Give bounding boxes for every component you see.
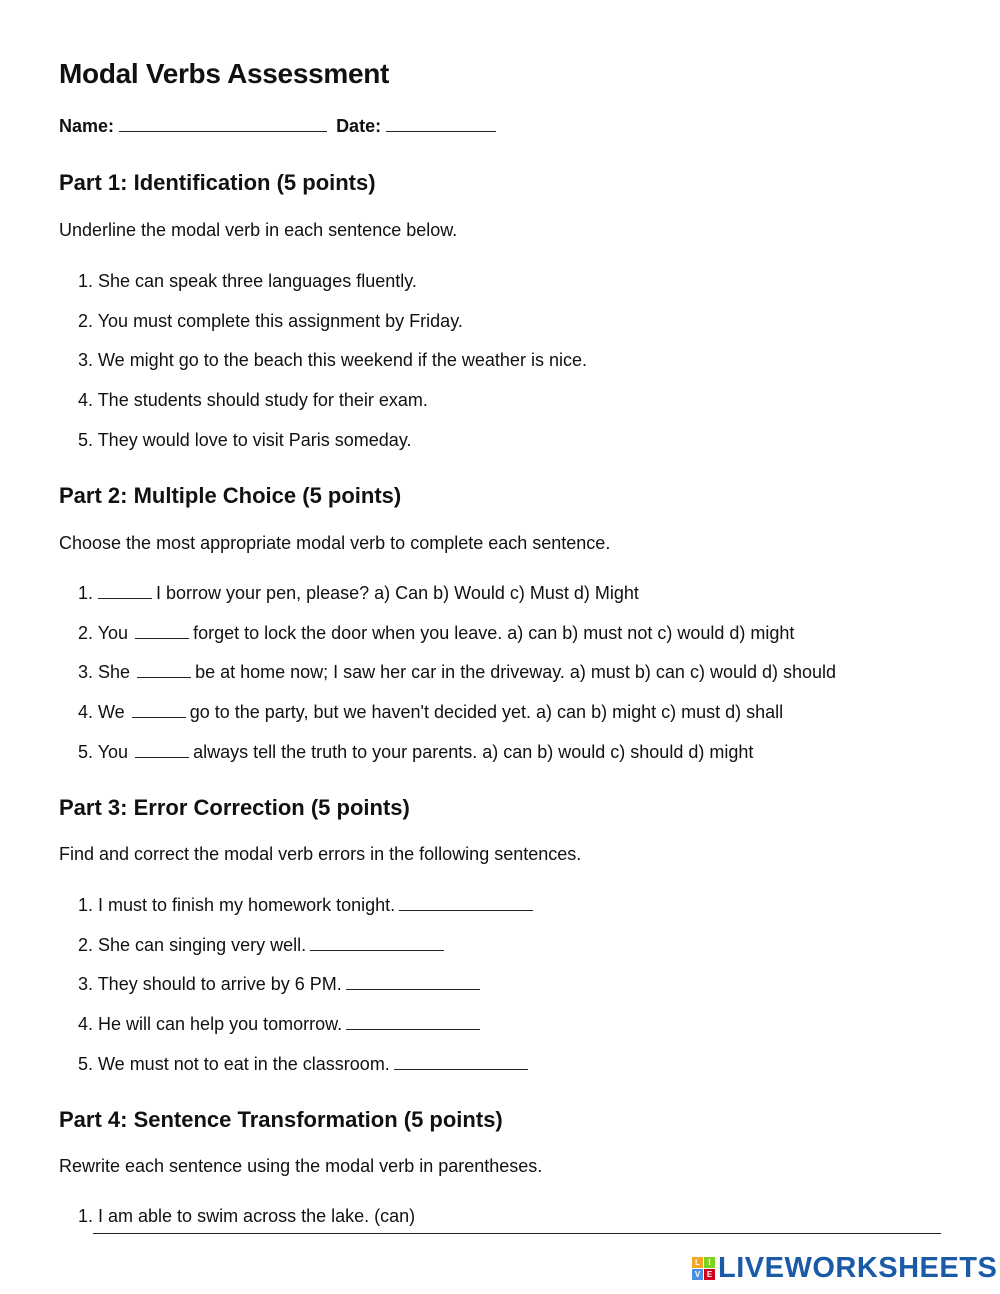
logo-text: LIVEWORKSHEETS bbox=[718, 1251, 998, 1284]
part4-instruction: Rewrite each sentence using the modal verb in parentheses. bbox=[59, 1156, 543, 1176]
part3-list bbox=[59, 893, 533, 1091]
list-item: 5. They would love to visit Paris someday. bbox=[77, 429, 412, 450]
list-item: 4. He will can help you tomorrow. bbox=[59, 1012, 533, 1052]
name-label: Name: bbox=[59, 116, 115, 136]
list-item: 2. You must complete this assignment by Friday. bbox=[77, 310, 463, 331]
list-item: 3. We might go to the beach this weekend if the weather is nice. bbox=[77, 350, 587, 371]
list-item: 1. I must to finish my homework tonight. bbox=[59, 893, 533, 933]
name-field[interactable] bbox=[119, 131, 327, 132]
part3-heading: Part 3: Error Correction (5 points) bbox=[59, 795, 410, 820]
list-item: 3. They should to arrive by 6 PM. bbox=[59, 972, 533, 1012]
page-title: Modal Verbs Assessment bbox=[59, 58, 390, 89]
list-item: 3. She be at home now; I saw her car in the driveway. a) must b) can c) would d) should bbox=[77, 662, 837, 683]
answer-blank[interactable] bbox=[135, 741, 189, 758]
header-fields bbox=[59, 116, 496, 137]
liveworksheets-logo-icon: L I V E bbox=[692, 1257, 715, 1280]
answer-blank[interactable] bbox=[132, 701, 186, 718]
part1-instruction: Underline the modal verb in each sentence below. bbox=[59, 220, 458, 240]
part2-instruction: Choose the most appropriate modal verb to complete each sentence. bbox=[59, 533, 611, 553]
date-field[interactable] bbox=[386, 131, 496, 132]
liveworksheets-logo bbox=[692, 1253, 997, 1283]
part2-heading: Part 2: Multiple Choice (5 points) bbox=[59, 483, 402, 508]
list-item: 5. You always tell the truth to your parents. a) can b) would c) should d) might bbox=[77, 741, 754, 762]
part1-list bbox=[59, 269, 587, 467]
part4-list bbox=[59, 1204, 415, 1244]
list-item: 5. We must not to eat in the classroom. bbox=[59, 1052, 533, 1092]
list-item: 2. You forget to lock the door when you leave. a) can b) must not c) would d) might bbox=[77, 622, 795, 643]
correction-blank[interactable] bbox=[346, 1013, 480, 1030]
part2-list bbox=[59, 581, 836, 779]
part1-heading: Part 1: Identification (5 points) bbox=[59, 170, 376, 195]
part3-instruction: Find and correct the modal verb errors in the following sentences. bbox=[59, 844, 582, 864]
correction-blank[interactable] bbox=[310, 934, 444, 951]
list-item: 1. I borrow your pen, please? a) Can b) Would c) Must d) Might bbox=[77, 583, 639, 603]
answer-blank[interactable] bbox=[98, 582, 152, 599]
answer-blank[interactable] bbox=[137, 661, 191, 678]
part4-heading: Part 4: Sentence Transformation (5 points) bbox=[59, 1107, 503, 1132]
list-item: 4. The students should study for their exam. bbox=[77, 390, 428, 411]
list-item: 1. She can speak three languages fluently. bbox=[77, 271, 417, 291]
date-label: Date: bbox=[336, 116, 382, 136]
list-item: 4. We go to the party, but we haven't decided yet. a) can b) might c) must d) shall bbox=[77, 702, 784, 723]
answer-blank[interactable] bbox=[135, 622, 189, 639]
correction-blank[interactable] bbox=[394, 1053, 528, 1070]
rewrite-answer-line[interactable] bbox=[93, 1233, 941, 1234]
list-item: 2. She can singing very well. bbox=[59, 933, 533, 973]
list-item: 1. I am able to swim across the lake. (can) bbox=[77, 1206, 416, 1226]
correction-blank[interactable] bbox=[399, 894, 533, 911]
correction-blank[interactable] bbox=[346, 973, 480, 990]
